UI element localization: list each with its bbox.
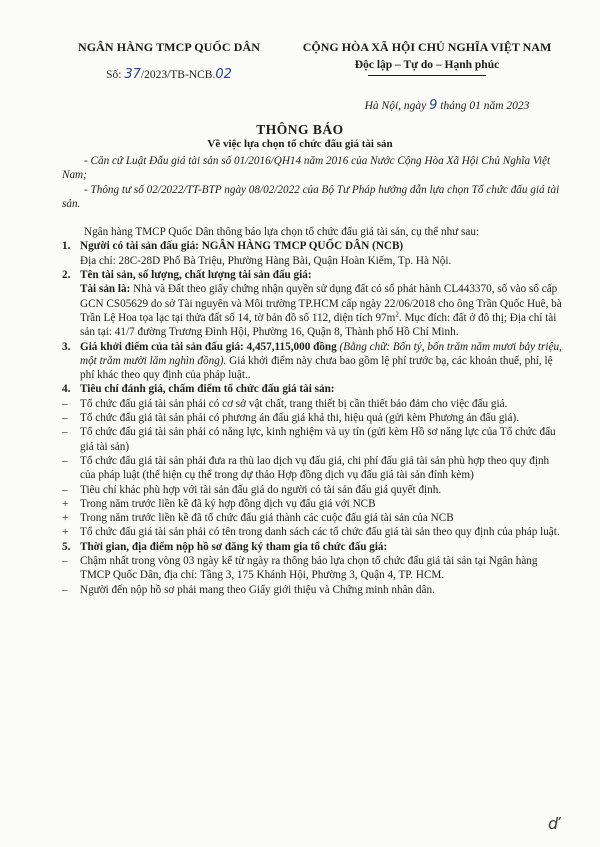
section-1: 1. Người có tài sản đấu giá: NGÂN HÀNG TMCP QUỐC DÂN (NCB) Địa chỉ: 28C-28D Phố Bà Triệu, Phường Hàng Bài, Quận Hoàn Kiếm, Tp. Hà Nội. (62, 239, 562, 268)
section-5: 5. Thời gian, địa điểm nộp hồ sơ đăng ký tham gia tổ chức đấu giá: – Chậm nhất trong vòng 03 ngày kể từ ngày ra thông báo lựa chọn tổ chức đấu giá tài sản tại Ngân hàng TMCP Quốc Dân, địa chỉ: Tầng 3, 175 Khánh Hội, Phường 3, Quận 4, TP. HCM. – Người đến nộp hồ sơ phải mang theo Giấy giới thiệu và Chứng minh nhân dân. (62, 540, 562, 597)
list-item: + Tổ chức đấu giá tài sản phải có tên trong danh sách các tổ chức đấu giá tài sản theo quy định của pháp luật. (62, 526, 560, 539)
document-body (62, 154, 562, 597)
document-subtitle: Về việc lựa chọn tổ chức đấu giá tài sản (207, 138, 393, 150)
section-5-title: Thời gian, địa điểm nộp hồ sơ đăng ký tham gia tổ chức đấu giá: (80, 540, 388, 553)
section-1-title: Người có tài sản đấu giá: (80, 240, 199, 253)
owner-address: Địa chỉ: 28C-28D Phố Bà Triệu, Phường Hàng Bài, Quận Hoàn Kiếm, Tp. Hà Nội. (80, 254, 452, 267)
handwritten-suffix: 02 (215, 67, 232, 82)
legal-basis-1: - Căn cứ Luật Đấu giá tài sản số 01/2016/QH14 năm 2016 của Nước Cộng Hòa Xã Hội Chủ Nghĩa Việt Nam; (62, 155, 551, 182)
price-in-words: (Bằng chữ: Bốn tỷ, bốn trăm năm mươi bảy triệu, một trăm mười lăm nghìn đồng). (80, 340, 562, 367)
bank-name: NGÂN HÀNG TMCP QUỐC DÂN (77, 40, 261, 54)
national-motto: Độc lập – Tự do – Hạnh phúc (354, 59, 500, 71)
list-item: – Tổ chức đấu giá tài sản phải có phương án đấu giá khả thi, hiệu quả (gửi kèm Phương án đấu giá). (62, 412, 520, 425)
handwritten-number: 37 (124, 67, 141, 82)
document-number: Số: 37/2023/TB-NCB.02 (106, 67, 232, 82)
list-item: – Người đến nộp hồ sơ phải mang theo Giấy giới thiệu và Chứng minh nhân dân. (62, 583, 435, 596)
handwritten-day: 9 (429, 98, 438, 113)
section-2-title: Tên tài sản, số lượng, chất lượng tài sản đấu giá: (80, 269, 312, 282)
list-item: + Trong năm trước liền kề đã ký hợp đồng dịch vụ đấu giá với NCB (62, 497, 376, 510)
list-item: – Tổ chức đấu giá tài sản phải đưa ra thù lao dịch vụ đấu giá, chi phí đấu giá tài sản phù hợp theo quy định của pháp luật (thể hiện cụ thể trong dự thảo Hợp đồng dịch vụ đấu giá tài sản đính kèm) (62, 454, 550, 482)
section-4: 4. Tiêu chí đánh giá, chấm điểm tổ chức đấu giá tài sản: – Tổ chức đấu giá tài sản phải có cơ sở vật chất, trang thiết bị cần thiết bảo đảm cho việc đấu giá. – Tổ chức đấu giá tài sản phải có phương án đấu giá khả thi, hiệu quả (gửi kèm Phương án đấu giá). – Tổ chức đấu giá tài sản phải có năng lực, kinh nghiệm và uy tín (gửi kèm Hồ sơ năng lực của Tổ chức đấu giá tài sản) – Tổ chức đấu giá tài sản phải đưa ra thù lao dịch vụ đấu giá, chi phí đấu giá tài sản phù hợp theo quy định của pháp luật (thể hiện cụ thể trong dự thảo Hợp đồng dịch vụ đấu giá tài sản đính kèm) – Tiêu chí khác phù hợp với tài sản đấu giá do người có tài sản đấu giá quyết định. + Trong năm trước liền kề đã ký hợp đồng dịch vụ đấu giá với NCB + Trong năm trước liền kề đã tổ chức đấu giá thành các cuộc đấu giá tài sản của NCB + Tổ chức đấu giá tài sản phải có tên trong danh sách các tổ chức đấu giá tài sản theo quy định của pháp luật. (62, 382, 562, 539)
national-header (282, 40, 572, 113)
list-item: – Chậm nhất trong vòng 03 ngày kể từ ngày ra thông báo lựa chọn tổ chức đấu giá tài sản tại Ngân hàng TMCP Quốc Dân, địa chỉ: Tầng 3, 175 Khánh Hội, Phường 3, Quận 4, TP. HCM. (62, 555, 538, 582)
intro-paragraph: Ngân hàng TMCP Quốc Dân thông báo lựa chọn tổ chức đấu giá tài sản, cụ thể như sau: (84, 226, 480, 239)
document-title: THÔNG BÁO (256, 122, 344, 137)
section-4-title: Tiêu chí đánh giá, chấm điểm tổ chức đấu giá tài sản: (80, 383, 335, 396)
asset-description: Tài sản là: Nhà và Đất theo giấy chứng nhận quyền sử dụng đất có số phát hành CL443370, số vào sổ cấp GCN CS05629 do sở Tài nguyên và Môi trường TP.HCM cấp ngày 22/06/2018 cho ông Trần Quốc Huê, bà Trần Lệ Hoa tọa lạc tại thửa đất số 14, tờ bản đồ số 112, diện tích $97m^2$. Mục đích: đất ở đô thị; Địa chỉ tài sản tại: 41/7 đường Trương Đình Hội, Phường 16, Quận 8, Thành phố Hồ Chí Minh. (80, 283, 562, 339)
list-item: – Tổ chức đấu giá tài sản phải có năng lực, kinh nghiệm và uy tín (gửi kèm Hồ sơ năng lực của Tổ chức đấu giá tài sản) (62, 426, 556, 453)
republic-name: CỘNG HÒA XÃ HỘI CHỦ NGHĨA VIỆT NAM (302, 40, 552, 54)
legal-basis-2: - Thông tư số 02/2022/TT-BTP ngày 08/02/2022 của Bộ Tư Pháp hướng dẫn lựa chọn Tổ chức đấu giá tài sản. (62, 183, 560, 210)
section-2: 2. Tên tài sản, số lượng, chất lượng tài sản đấu giá: Tài sản là: Nhà và Đất theo giấy chứng nhận quyền sử dụng đất có số phát hành CL443370, số vào sổ cấp GCN CS05629 do sở Tài nguyên và Môi trường TP.HCM cấp ngày 22/06/2018 cho ông Trần Quốc Huê, bà Trần Lệ Hoa tọa lạc tại thửa đất số 14, tờ bản đồ số 112, diện tích $97m^2$. Mục đích: đất ở đô thị; Địa chỉ tài sản tại: 41/7 đường Trương Đình Hội, Phường 16, Quận 8, Thành phố Hồ Chí Minh. (62, 269, 562, 339)
section-3: 3. Giá khởi điểm của tài sản đấu giá: 4,457,115,000 đồng (Bằng chữ: Bốn tỷ, bốn trăm năm mươi bảy triệu, một trăm mười lăm nghìn đồng). Giá khởi điểm này chưa bao gồm lệ phí trước bạ, các khoản thuế, phí, lệ phí khác theo quy định của pháp luật.. (62, 340, 562, 382)
list-item: – Tổ chức đấu giá tài sản phải có cơ sở vật chất, trang thiết bị cần thiết bảo đảm cho việc đấu giá. (62, 397, 508, 410)
issuer-block (64, 40, 274, 82)
place-date: Hà Nội, ngày 9 tháng 01 năm 2023 (364, 98, 530, 113)
price-note: Giá khởi điểm này chưa bao gồm lệ phí trước bạ, các khoản thuế, phí, lệ phí khác theo quy định của pháp luật.. (80, 354, 553, 382)
asset-owner: NGÂN HÀNG TMCP QUỐC DÂN (NCB) (201, 240, 404, 253)
list-item: – Tiêu chí khác phù hợp với tài sản đấu giá do người có tài sản đấu giá quyết định. (62, 483, 442, 496)
list-item: + Trong năm trước liền kề đã tổ chức đấu giá thành các cuộc đấu giá tài sản của NCB (62, 512, 454, 525)
starting-price: Giá khởi điểm của tài sản đấu giá: 4,457,115,000 đồng (80, 340, 337, 353)
motto-underline (368, 75, 486, 76)
handwritten-initial: ď (548, 814, 559, 833)
